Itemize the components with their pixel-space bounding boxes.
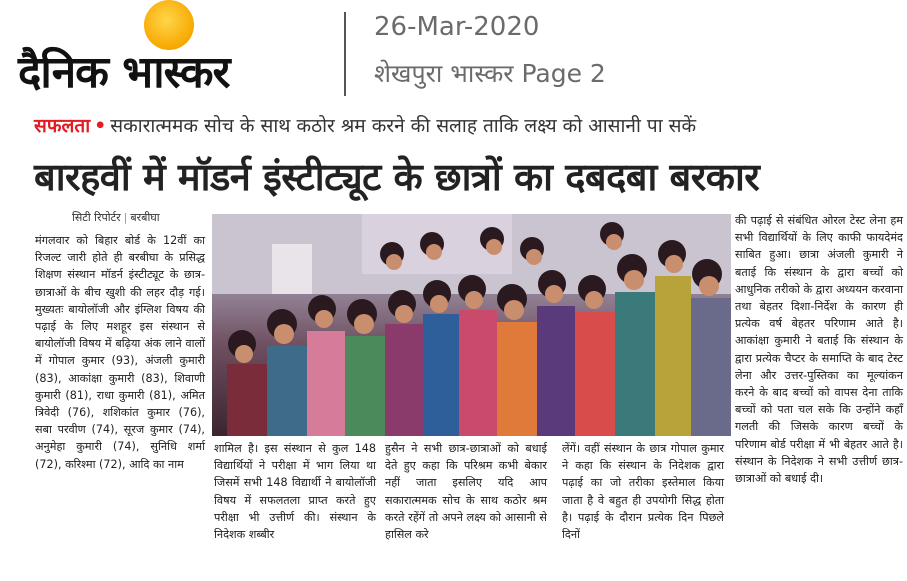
article-column-4: लेंगें। वहीं संस्थान के छात्र गोपाल कुमार ने कहा कि संस्थान के निदेशक द्वारा पढ़ाई का जो तरीका इस्तेमाल किया जाता है वे बहुत ही उपयोगी सिद्ध होता है। पढ़ाई के दौरान प्रत्येक दिन पिछले दिनों	[562, 442, 724, 542]
kicker-line	[34, 112, 904, 138]
article-column-5: की पढ़ाई से संबंधित ओरल टेस्ट लेना हम सभी विद्यार्थियों के लिए काफी फायदेमंद साबित हुआ। छात्रा अंजली कुमारी ने बताई कि संस्थान के द्वारा बच्चों को आधुनिक तरीको के द्वारा अध्ययन करवाना तथा बेहतर दिशा-निर्देश के कारण ही प्रत्येक वर्ष बेहतर परिणाम आते है। आकांक्षा कुमारी ने बताई कि संस्थान के द्वारा प्रत्येक चैप्टर के समाप्ति के बाद टेस्ट लेना और उत्तर-पुस्तिका का मूल्यांकन करने के बाद बच्चों को वापस देना ताकि बच्चों को पता चल सके कि उन्होंने कहाँ गलती की जिसके कारण बच्चों के परिणाम बोर्ड परीक्षा में भी बेहतर आते है। संस्थान के निदेशक ने सभी उत्तीर्ण छात्र-छात्राओं को बधाई दी।	[735, 214, 903, 486]
students-group-photo	[212, 214, 731, 436]
article-column-1: मंगलवार को बिहार बोर्ड के 12वीं का रिजल्ट जारी होते ही बरबीघा के प्रसिद्ध शिक्षण संस्थान मॉडर्न इंस्टीट्यूट के छात्र-छात्राओं के बीच खुशी की लहर दौड़ गई। मुख्यतः बायोलॉजी और इंग्लिश विषय की पढ़ाई के लिए मशहूर इस संस्थान से बायोलॉजी विषय में बढ़िया अंक लाने वालों में गोपाल कुमार (93), अंजली कुमारी (83), आकांक्षा कुमारी (83), शिवाणी कुमारी (81), राधा कुमारी (81), अमित त्रिवेदी (76), शशिकांत कुमार (76), सबा परवीण (74), सूरज कुमार (74), अनुमेहा कुमारी (74), सुनिधि शर्मा (72), करिश्मा (72), आदि का नाम	[35, 234, 205, 471]
photo-illustration	[212, 214, 731, 436]
kicker-bullet: •	[94, 115, 107, 137]
newspaper-logo[interactable]: दैनिक भास्कर	[18, 47, 230, 98]
header-divider	[344, 12, 346, 96]
article-headline: बारहवीं में मॉडर्न इंस्टीट्यूट के छात्रों का दबदबा बरकार	[34, 155, 760, 199]
edition-date: 26-Mar-2020	[374, 12, 540, 42]
kicker-text: सकारात्ममक सोच के साथ कठोर श्रम करने की सलाह ताकि लक्ष्य को आसानी पा सकें	[110, 115, 697, 137]
edition-page: शेखपुरा भास्कर Page 2	[374, 59, 606, 88]
masthead	[0, 0, 907, 108]
article-column-3: हुसैन ने सभी छात्र-छात्राओं को बधाई देते हुए कहा कि परिश्रम कभी बेकार नहीं जाता इसलिए यदि आप सकारात्ममक सोच के साथ कठोर श्रम करते रहेंगें तो अपने लक्ष्य को आसानी से हासिल करे	[385, 442, 547, 542]
byline-place: बरबीघा	[130, 211, 160, 224]
byline-divider: |	[123, 211, 128, 224]
article-column-2: शामिल है। इस संस्थान से कुल 148 विद्यार्थियों ने परीक्षा में भाग लिया था जिसमें सभी 148 विद्यार्थी ने बायोलॉजी विषय में सफलतला प्राप्त करते हुए परीक्षा भी उत्तीर्ण की। संस्थान के निदेशक शब्बीर	[214, 442, 376, 542]
kicker-tag: सफलता	[34, 115, 91, 137]
byline-reporter: सिटी रिपोर्टर	[72, 211, 121, 224]
byline	[72, 210, 160, 225]
